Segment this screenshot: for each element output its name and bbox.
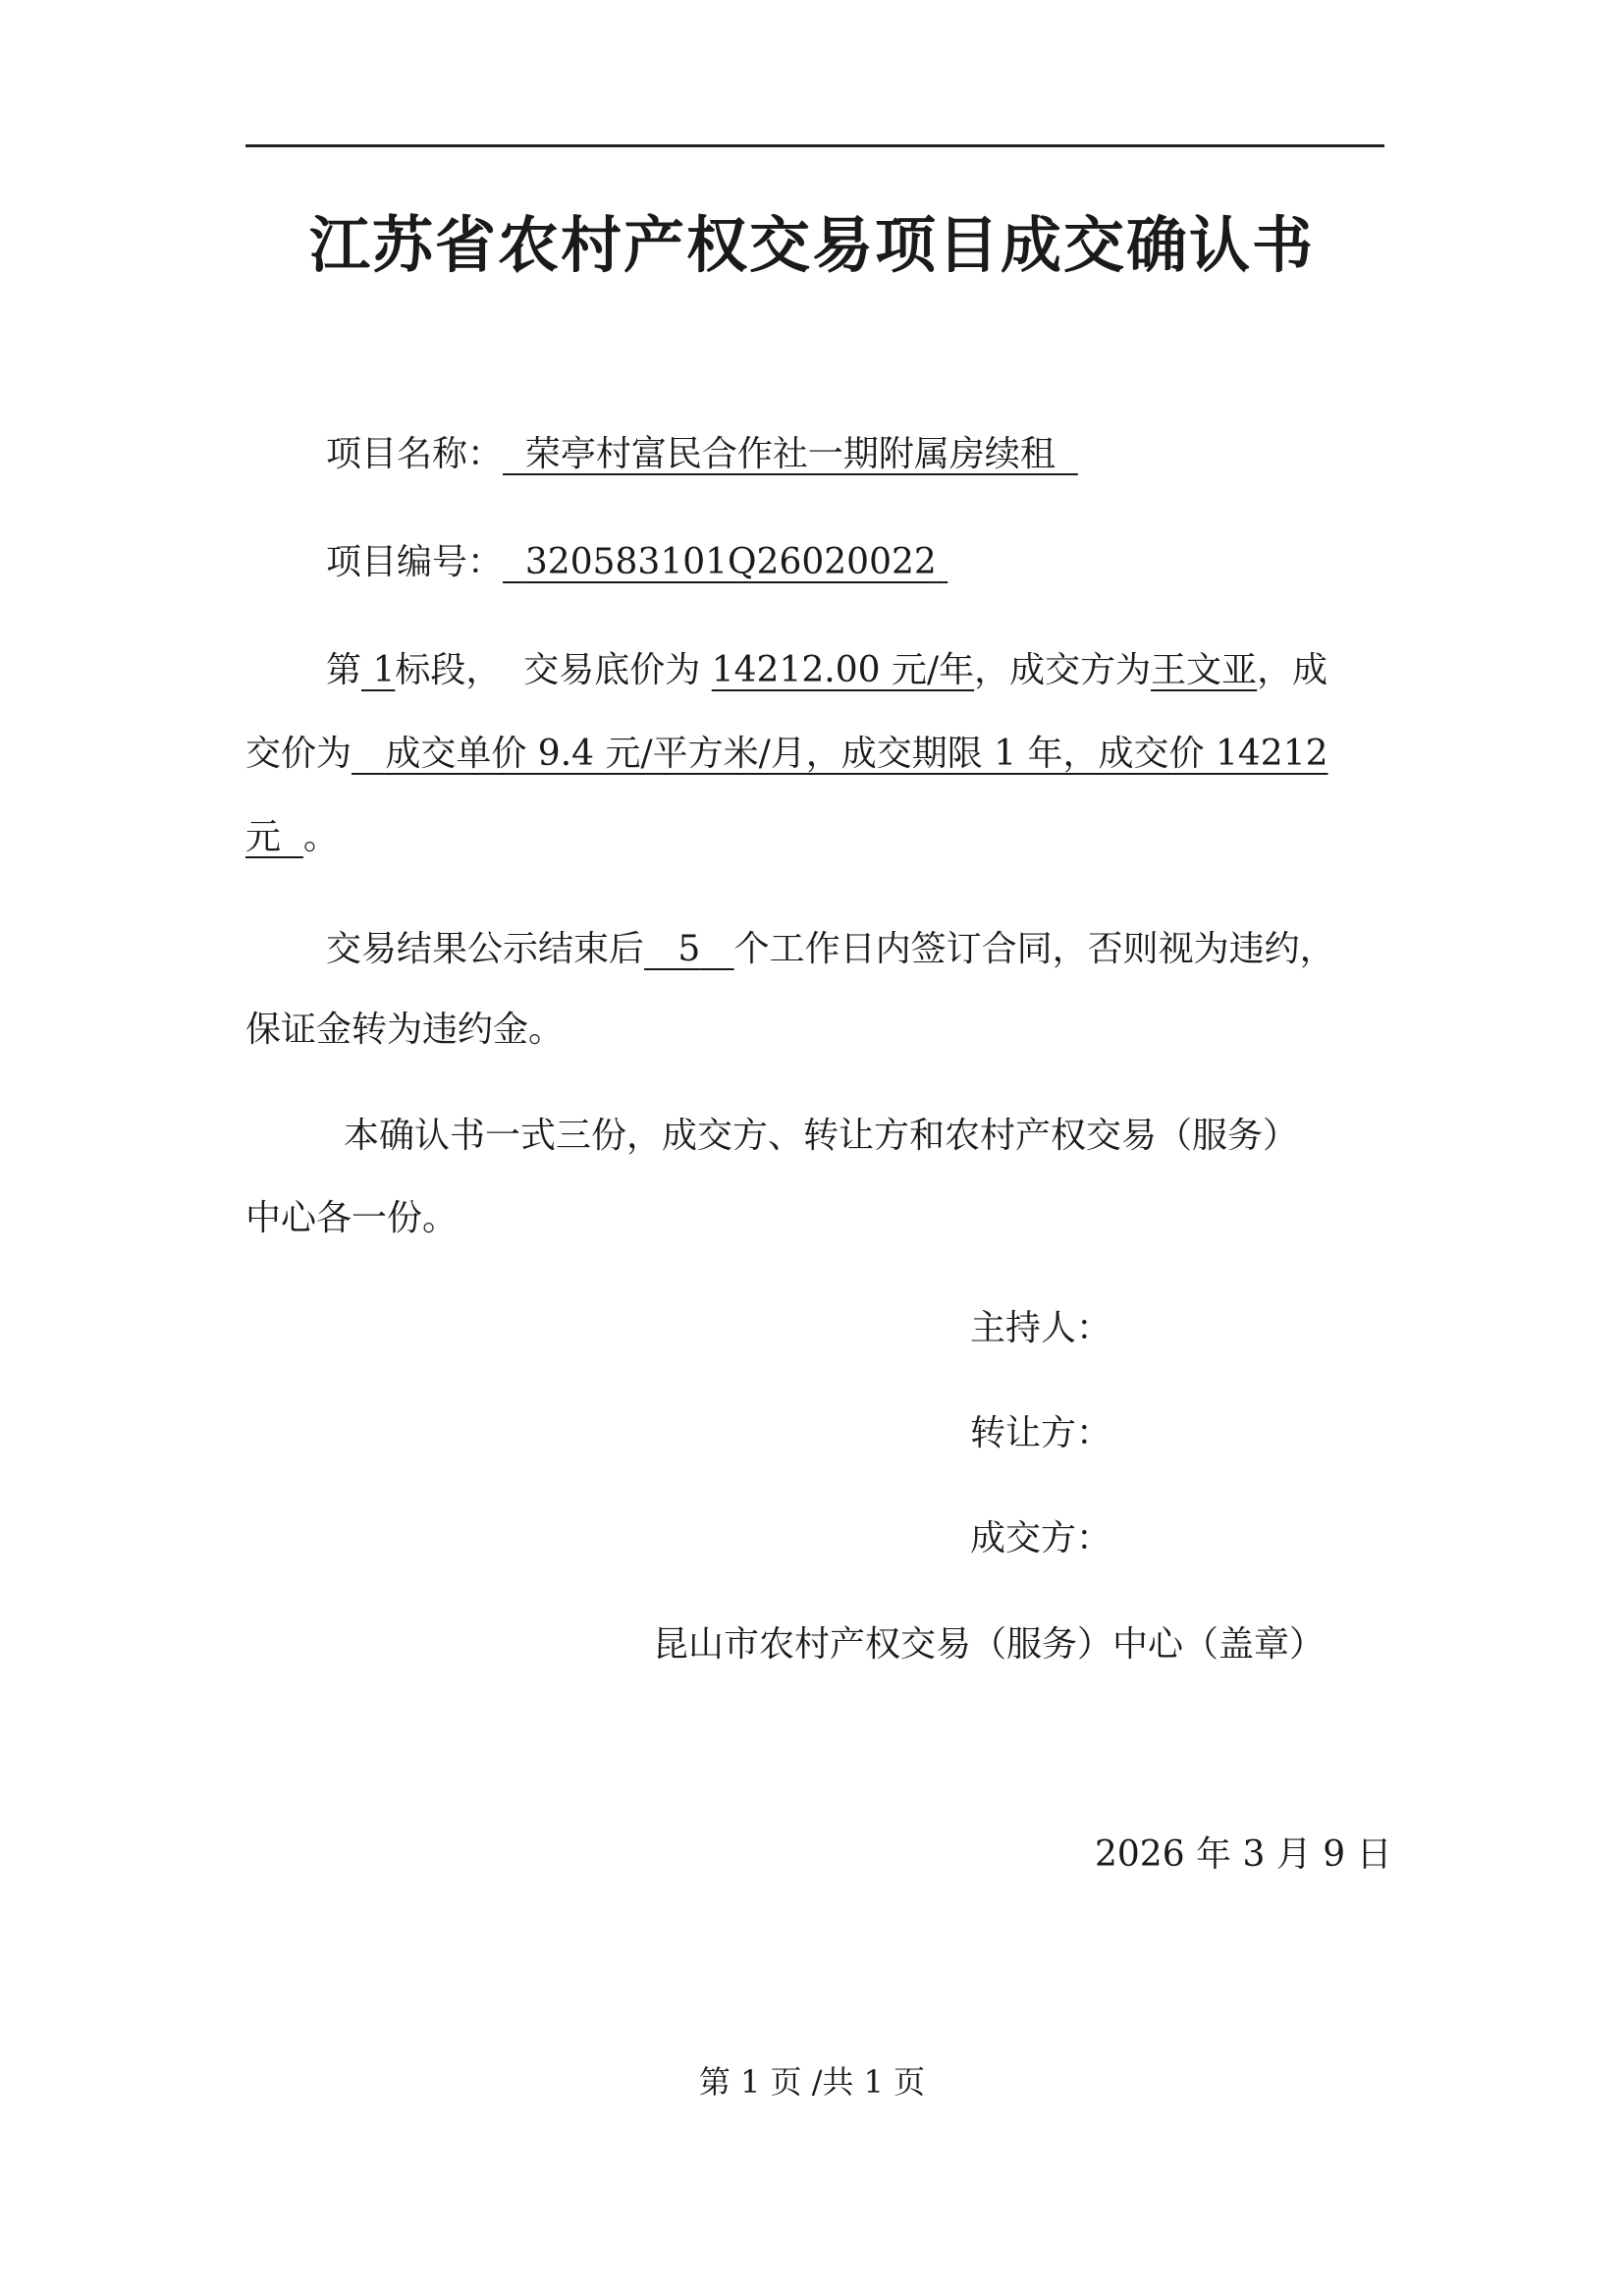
deal-price-row [245,732,1384,777]
document-title: 江苏省农村产权交易项目成交确认书 [308,209,1315,281]
project-number-value: 320583101Q26020022 [524,542,937,582]
deal-price-value-2: 元 [245,817,282,857]
center-name: 昆山市农村产权交易（服务）中心（盖章） [653,1624,1326,1665]
buyer-suffix: ，成 [1257,650,1328,690]
section-row [326,648,1465,693]
project-name-label: 项目名称： [326,434,504,474]
section-number: 1 [372,650,396,690]
project-number-label: 项目编号： [326,542,504,582]
deal-price-label: 交价为 [245,734,352,774]
contract-row [326,927,1465,972]
deal-price-end: 。 [302,817,339,857]
contract-days: 5 [677,929,701,969]
section-prefix: 第 [326,650,362,690]
header-rule [245,144,1384,147]
buyer-value: 王文亚 [1151,650,1258,690]
deal-price-value: 成交单价 9.4 元/平方米/月，成交期限 1 年，成交价 14212 [385,734,1328,774]
copies-row: 本确认书一式三份，成交方、转让方和农村产权交易（服务） [344,1116,1299,1156]
project-name-row [326,432,1465,477]
copies-row-2: 中心各一份。 [245,1198,459,1238]
page-footer: 第 1 页 /共 1 页 [698,2063,926,2101]
deal-price-row-2 [245,815,1384,860]
transferor-label: 转让方： [970,1413,1112,1453]
reserve-price-label: 交易底价为 [523,650,701,690]
contract-prefix: 交易结果公示结束后 [326,929,645,969]
project-number-row [326,540,1465,585]
project-name-value: 荣亭村富民合作社一期附属房续租 [524,434,1056,474]
transferee-label: 成交方： [970,1518,1112,1558]
host-label: 主持人： [970,1308,1112,1348]
contract-row-2: 保证金转为违约金。 [245,1010,565,1050]
buyer-label: ，成交方为 [974,650,1152,690]
contract-suffix: 个工作日内签订合同，否则视为违约， [733,929,1335,969]
document-date: 2026 年 3 月 9 日 [1095,1834,1392,1875]
reserve-price-value: 14212.00 元/年 [711,650,975,690]
section-suffix: 标段， [395,650,502,690]
